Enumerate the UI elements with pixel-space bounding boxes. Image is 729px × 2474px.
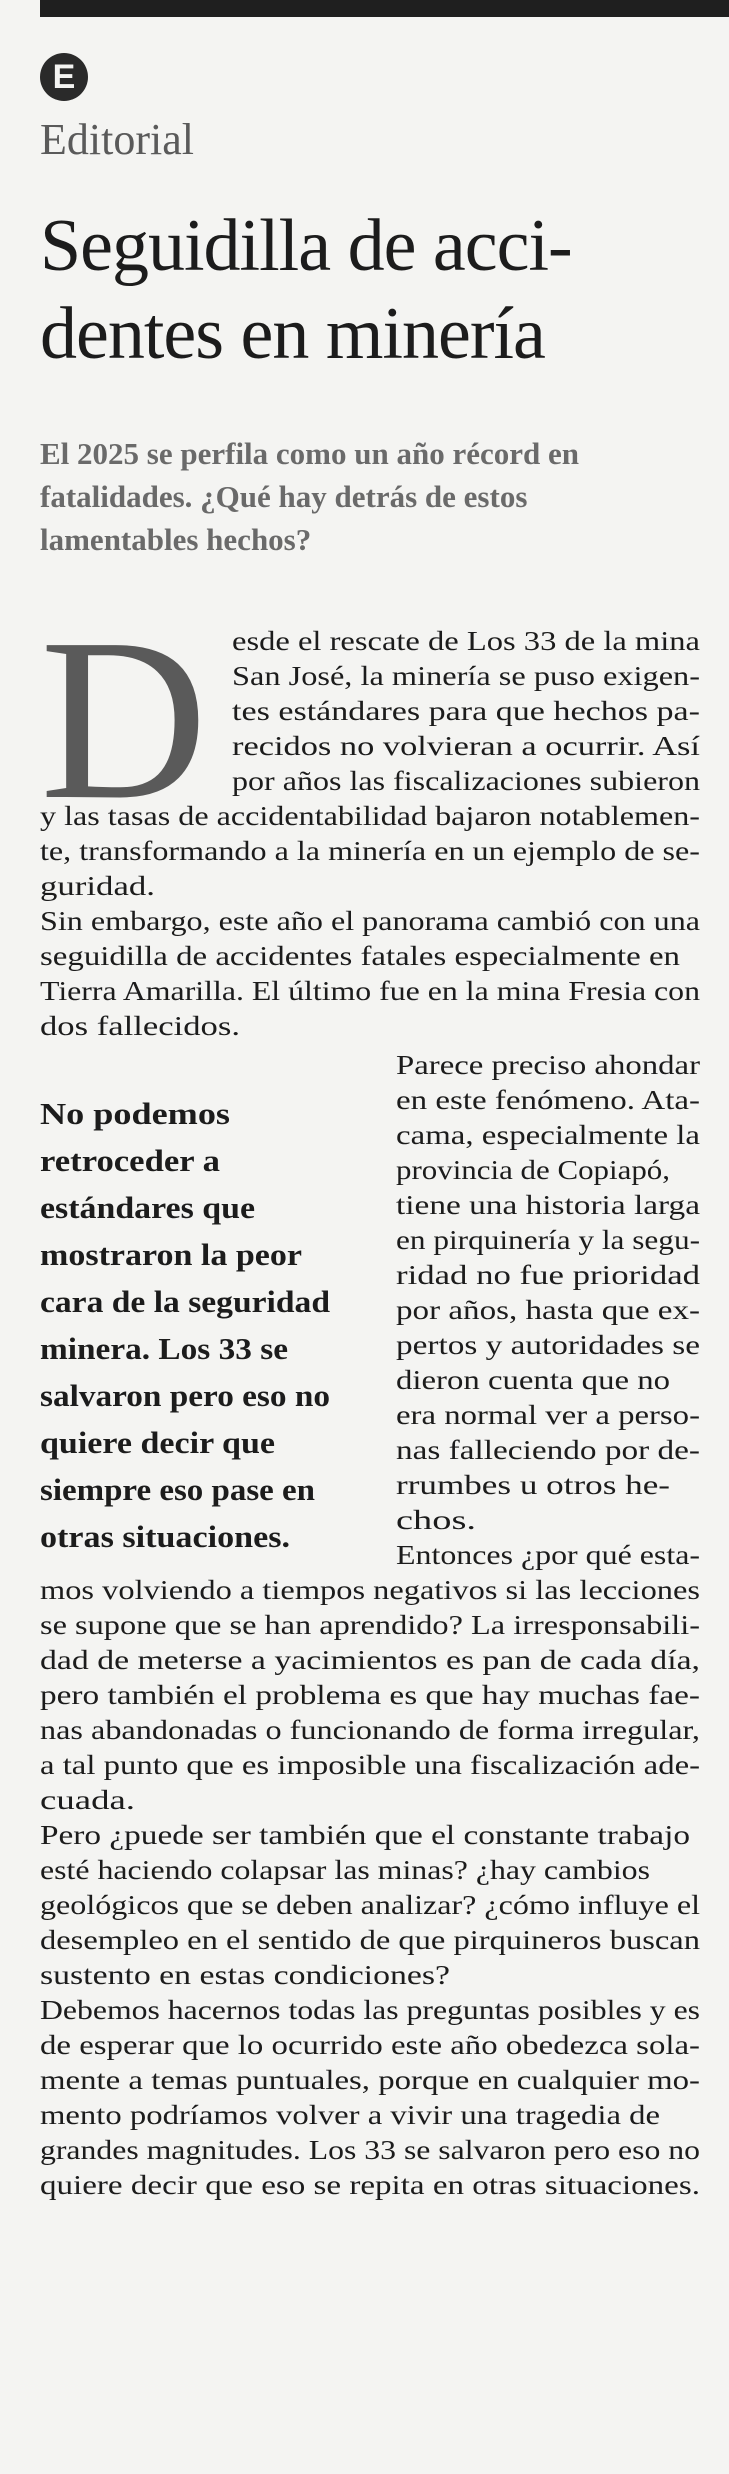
- body-line: era normal ver a perso-: [396, 1400, 700, 1430]
- pull-quote-line: minera. Los 33 se: [40, 1331, 288, 1366]
- body-line: en este fenómeno. Ata-: [396, 1085, 700, 1115]
- drop-cap: D: [40, 591, 208, 848]
- body-line: seguidilla de accidentes fatales especialmente en: [40, 941, 680, 971]
- pull-quote-line: retroceder a: [40, 1143, 220, 1178]
- body-line: guridad.: [40, 871, 155, 901]
- subhead-line: lamentables hechos?: [40, 522, 312, 557]
- pull-quote-line: salvaron pero eso no: [40, 1378, 330, 1413]
- body-line: provincia de Copiapó,: [396, 1155, 670, 1185]
- body-line: Tierra Amarilla. El último fue en la mina Fresia con: [40, 976, 700, 1006]
- pull-quote-line: mostraron la peor: [40, 1237, 302, 1272]
- headline-line: dentes en minería: [40, 293, 545, 375]
- body-line: Debemos hacernos todas las preguntas posibles y es: [40, 1995, 700, 2025]
- pull-quote-line: estándares que: [40, 1190, 256, 1225]
- top-rule: [40, 0, 729, 17]
- body-line: nas abandonadas o funcionando de forma irregular,: [40, 1715, 700, 1745]
- body-line: quiere decir que eso se repita en otras situaciones.: [40, 2170, 700, 2200]
- pull-quote-line: siempre eso pase en: [40, 1472, 315, 1507]
- body-line: recidos no volvieran a ocurrir. Así: [232, 731, 700, 761]
- body-line: nas falleciendo por de-: [396, 1435, 700, 1465]
- body-line: desempleo en el sentido de que pirquineros buscan: [40, 1925, 700, 1955]
- body-line: San José, la minería se puso exigen-: [232, 661, 700, 691]
- body-line: ridad no fue prioridad: [396, 1260, 700, 1290]
- body-line: mos volviendo a tiempos negativos si las lecciones: [40, 1575, 700, 1605]
- body-line: grandes magnitudes. Los 33 se salvaron pero eso no: [40, 2135, 700, 2165]
- subhead-line: El 2025 se perfila como un año récord en: [40, 436, 580, 471]
- body-line: se supone que se han aprendido? La irresponsabili-: [40, 1610, 700, 1640]
- body-line: mente a temas puntuales, porque en cualquier mo-: [40, 2065, 700, 2095]
- body-line: y las tasas de accidentabilidad bajaron notablemen-: [40, 801, 700, 831]
- headline-line: Seguidilla de acci-: [40, 205, 572, 287]
- body-line: esde el rescate de Los 33 de la mina: [232, 626, 700, 656]
- body-line: Parece preciso ahondar: [396, 1050, 700, 1080]
- body-line: pertos y autoridades se: [396, 1330, 700, 1360]
- body-line: tiene una historia larga: [396, 1190, 700, 1220]
- pull-quote-line: No podemos: [40, 1096, 230, 1131]
- body-line: Pero ¿puede ser también que el constante trabajo: [40, 1820, 690, 1850]
- body-line: chos.: [396, 1505, 476, 1535]
- body-line: dos fallecidos.: [40, 1011, 240, 1041]
- body-line: cuada.: [40, 1785, 135, 1815]
- body-line: tes estándares para que hechos pa-: [232, 696, 700, 726]
- pull-quote-line: cara de la seguridad: [40, 1284, 330, 1319]
- body-line: rrumbes u otros he-: [396, 1470, 670, 1500]
- body-line: en pirquinería y la segu-: [396, 1225, 700, 1255]
- body-line: por años, hasta que ex-: [396, 1295, 700, 1325]
- body-line: sustento en estas condiciones?: [40, 1960, 450, 1990]
- body-line: dad de meterse a yacimientos es pan de cada día,: [40, 1645, 700, 1675]
- body-line: cama, especialmente la: [396, 1120, 700, 1150]
- subheadline: [40, 432, 700, 561]
- body-line: de esperar que lo ocurrido este año obedezca sola-: [40, 2030, 700, 2060]
- body-line: pero también el problema es que hay muchas fae-: [40, 1680, 700, 1710]
- body-line: esté haciendo colapsar las minas? ¿hay cambios: [40, 1855, 650, 1885]
- body-line: Entonces ¿por qué esta-: [396, 1540, 700, 1570]
- body-line: geológicos que se deben analizar? ¿cómo influye el: [40, 1890, 700, 1920]
- subhead-line: fatalidades. ¿Qué hay detrás de estos: [40, 479, 528, 514]
- body-line: te, transformando a la minería en un ejemplo de se-: [40, 836, 700, 866]
- body-line: por años las fiscalizaciones subieron: [232, 766, 700, 796]
- body-line: mento podríamos volver a vivir una tragedia de: [40, 2100, 660, 2130]
- section-label: Editorial: [40, 115, 194, 164]
- body-line: Sin embargo, este año el panorama cambió con una: [40, 906, 700, 936]
- body-line: a tal punto que es imposible una fiscalización ade-: [40, 1750, 700, 1780]
- headline: [40, 202, 720, 378]
- section-badge-icon: E: [40, 53, 88, 101]
- pull-quote-line: quiere decir que: [40, 1425, 275, 1460]
- body-line: dieron cuenta que no: [396, 1365, 670, 1395]
- pull-quote-line: otras situaciones.: [40, 1519, 290, 1554]
